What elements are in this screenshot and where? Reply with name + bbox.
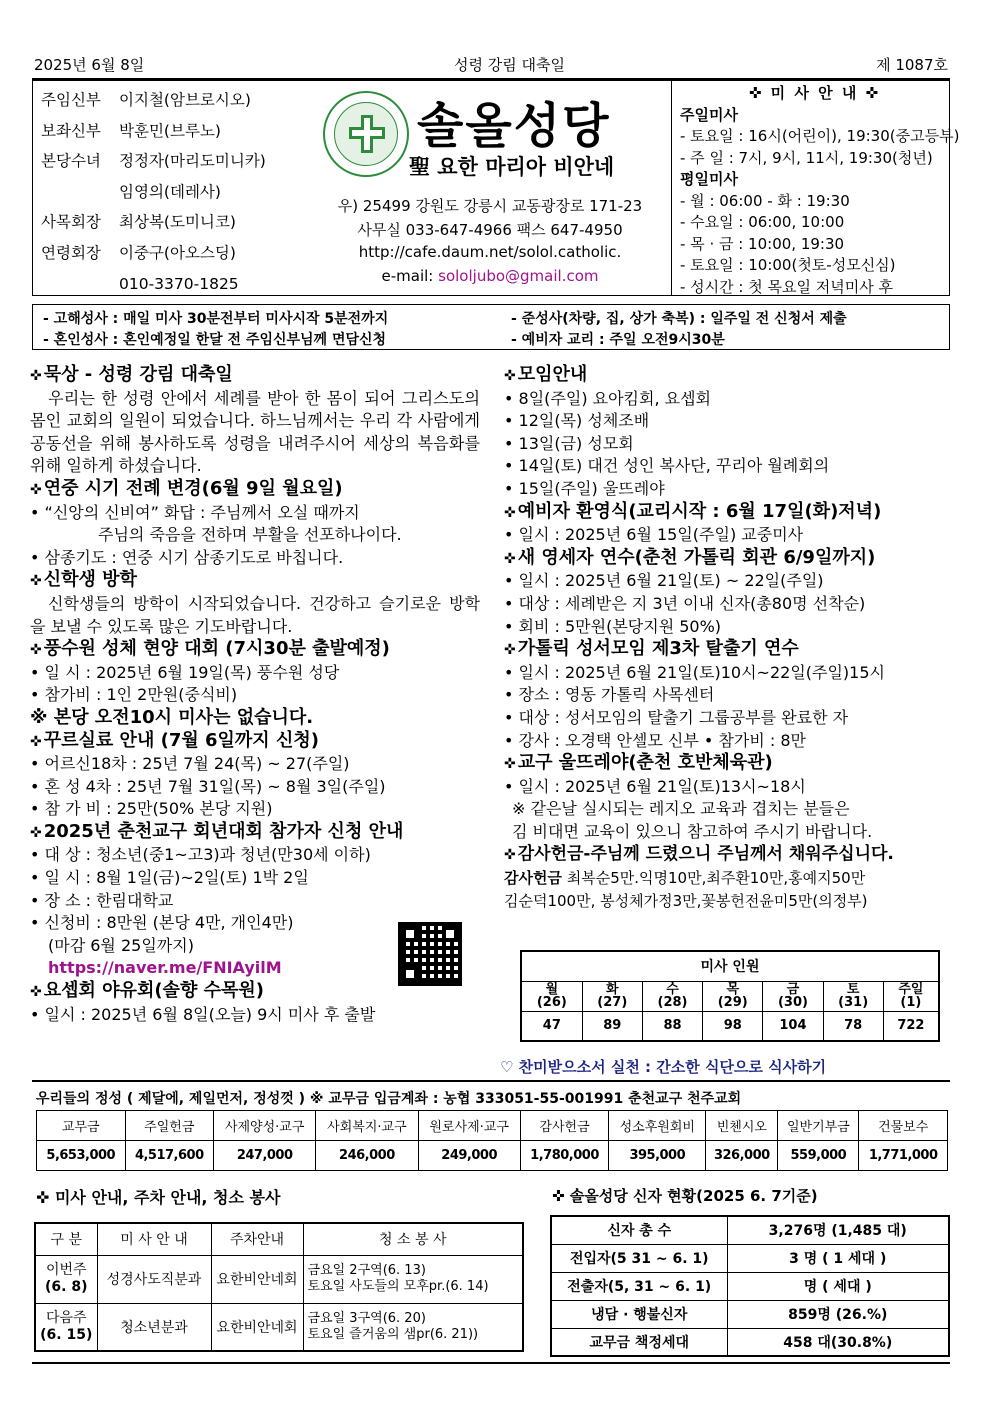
stat-value: 명 ( 세대 ) bbox=[727, 1272, 949, 1300]
section-title: ✜ 감사헌금-주님께 드렸으니 주님께서 채워주십니다. bbox=[504, 844, 894, 865]
top-line bbox=[32, 50, 950, 80]
finance-value: 1,780,000 bbox=[520, 1141, 609, 1171]
bullet-cross-icon: ✜ bbox=[30, 642, 42, 659]
mass-line: 주일미사 bbox=[680, 105, 738, 124]
bullet-cross-icon: ✜ bbox=[30, 733, 42, 750]
text-line: • 대 상 : 청소년(중1~고3)과 청년(만30세 이하) bbox=[30, 845, 371, 865]
duty-date: (6. 15) bbox=[40, 1326, 93, 1343]
mass-guide bbox=[671, 81, 960, 296]
text-line: • 일시 : 2025년 6월 21일(토) ~ 22일(주일) bbox=[504, 571, 824, 591]
finance-header: 일반기부금 bbox=[778, 1111, 859, 1141]
duty-cleaning: 토요일 사도들의 모후pr.(6. 14) bbox=[307, 1279, 489, 1294]
bullet-cross-icon: ✜ bbox=[30, 984, 42, 1001]
text-line: • 일시 : 2025년 6월 21일(토)13시~18시 bbox=[504, 776, 806, 796]
attendance-value: 722 bbox=[883, 1011, 939, 1041]
duty-date: (6. 8) bbox=[45, 1279, 88, 1295]
mass-guide-header: ✜ 미 사 안 내 ✜ bbox=[748, 84, 881, 102]
finance-table bbox=[36, 1110, 948, 1171]
sacraments-box bbox=[32, 304, 950, 350]
section-title: ✜ 신학생 방학 bbox=[30, 569, 137, 591]
duty-row bbox=[35, 1303, 523, 1351]
finance-value: 559,000 bbox=[778, 1141, 859, 1171]
section-title: ✜ 가톨릭 성서모임 제3차 탈출기 연수 bbox=[504, 638, 799, 660]
section-title: ✜ 2025년 춘천교구 회년대회 참가자 신청 안내 bbox=[30, 820, 404, 842]
text-line: • 참가비 : 1인 2만원(중식비) bbox=[30, 685, 238, 705]
attendance-day: 금 (30) bbox=[763, 981, 823, 1011]
text-line: • 강사 : 오경택 안셀모 신부 • 참가비 : 8만 bbox=[504, 730, 806, 750]
duty-cleaning: 금요일 2구역(6. 13) bbox=[307, 1263, 426, 1278]
bullet-cross-icon: ✜ bbox=[504, 368, 516, 384]
attendance-value: 47 bbox=[521, 1011, 582, 1041]
stat-label: 전출자(5, 31 ~ 6. 1) bbox=[551, 1272, 727, 1300]
list-item: • 8일(주일) 요아킴회, 요셉회 bbox=[504, 388, 712, 408]
stat-label: 전입자(5 31 ~ 6. 1) bbox=[551, 1244, 727, 1272]
mass-line: - 주 일 : 7시, 9시, 11시, 19:30(청년) bbox=[680, 148, 933, 167]
slogan: ♡ 찬미받으소서 실천 : 간소한 식단으로 식사하기 bbox=[500, 1058, 827, 1076]
duty-table bbox=[34, 1222, 524, 1352]
list-item: • 14일(토) 대건 성인 복사단, 꾸리아 월례회의 bbox=[504, 456, 830, 476]
text-line: 김 비대면 교육이 있으니 참고하여 주시기 바랍니다. bbox=[512, 821, 873, 841]
stat-value: 3,276명 (1,485 대) bbox=[727, 1216, 949, 1244]
mass-line: - 성시간 : 첫 목요일 저녁미사 후 bbox=[680, 277, 893, 296]
church-patron: 聖 요한 마리아 비안네 bbox=[409, 155, 615, 179]
attendance-day: 월 (26) bbox=[521, 981, 582, 1011]
finance-header: 건물보수 bbox=[859, 1111, 948, 1141]
church-address: 우) 25499 강원도 강릉시 교동광장로 171-23 bbox=[337, 197, 643, 215]
bullet-cross-icon: ✜ bbox=[504, 550, 516, 567]
finance-value: 249,000 bbox=[418, 1141, 520, 1171]
registration-link[interactable]: https://naver.me/FNIAyilM bbox=[48, 958, 282, 978]
attendance-value: 89 bbox=[582, 1011, 642, 1041]
duty-header: 청 소 봉 사 bbox=[303, 1223, 523, 1255]
text-line: • 혼 성 4차 : 25년 7월 31일(목) ~ 8월 3일(주일) bbox=[30, 776, 386, 796]
stat-value: 458 대(30.8%) bbox=[727, 1328, 949, 1356]
duty-parking: 요한비안네회 bbox=[211, 1303, 303, 1351]
staff-row: 주임신부 이지철(암브로시오) bbox=[41, 91, 251, 109]
meditation-text: 우리는 한 성령 안에서 세례를 받아 한 몸이 되어 그리스도의 몸인 교회의 일원이 되었습니다. 하느님께서는 우리 각 사람에게 공동선을 위해 봉사하도록 성령을 내려주시어 세상의 복음화를 위해 일하게 하셨습니다. bbox=[30, 388, 480, 476]
attendance-day: 주일 (1) bbox=[883, 981, 939, 1011]
finance-header: 원로사제·교구 bbox=[418, 1111, 520, 1141]
section-title: ✜ 교구 울뜨레야(춘천 호반체육관) bbox=[504, 752, 773, 774]
marriage-info: - 혼인성사 : 혼인예정일 한달 전 주임신부님께 면담신청 bbox=[43, 332, 387, 348]
staff-row: 보좌신부 박훈민(브루노) bbox=[41, 121, 221, 140]
staff-row: 연령회장 이중구(아오스딩) bbox=[41, 243, 236, 262]
section-title: ✜ 요셉회 야유회(솔향 수목원) bbox=[30, 980, 264, 1002]
duty-cleaning: 금요일 3구역(6. 20) bbox=[307, 1310, 426, 1326]
bullet-cross-icon: ✜ bbox=[30, 481, 42, 498]
bullet-cross-icon: ✜ bbox=[504, 847, 516, 864]
catechumen-info: - 예비자 교리 : 주일 오전9시30분 bbox=[511, 332, 725, 348]
duty-row bbox=[35, 1255, 523, 1303]
text-line: • 어르신18차 : 25년 7월 24(목) ~ 27(주일) bbox=[30, 754, 350, 774]
church-website[interactable]: http://cafe.daum.net/solol.catholic. bbox=[358, 243, 622, 261]
thanks-offering-line: 감사헌금 최복순5만.익명10만,최주환10만,홍예지50만 bbox=[504, 869, 866, 888]
stat-value: 859명 (26.%) bbox=[727, 1300, 949, 1328]
confession-info: - 고해성사 : 매일 미사 30분전부터 미사시작 5분전까지 bbox=[43, 311, 389, 327]
text-line: • 신청비 : 8만원 (본당 4만, 개인4만) bbox=[30, 913, 294, 933]
duty-header: 주차안내 bbox=[211, 1223, 303, 1255]
stat-value: 3 명 ( 1 세대 ) bbox=[727, 1244, 949, 1272]
blessing-info: - 준성사(차량, 집, 상가 축복) : 일주일 전 신청서 제출 bbox=[511, 311, 847, 327]
mass-line: - 월 : 06:00 - 화 : 19:30 bbox=[680, 191, 850, 210]
duty-title: ✜ 미사 안내, 주차 안내, 청소 봉사 bbox=[36, 1188, 281, 1207]
finance-value: 5,653,000 bbox=[37, 1141, 126, 1171]
bullet-cross-icon: ✜ bbox=[30, 573, 42, 590]
text-line: ※ 같은날 실시되는 레지오 교육과 겹치는 분들은 bbox=[512, 799, 850, 819]
attendance-table bbox=[520, 950, 940, 1042]
attendance-title: 미사 인원 bbox=[521, 951, 939, 981]
text-line: • 삼종기도 : 연중 시기 삼종기도로 바칩니다. bbox=[30, 547, 344, 567]
duty-mass: 성경사도직분과 bbox=[97, 1255, 211, 1303]
finance-header: 사제양성·교구 bbox=[214, 1111, 316, 1141]
mass-line: 평일미사 bbox=[680, 170, 738, 188]
finance-value: 247,000 bbox=[214, 1141, 316, 1171]
stat-label: 신자 총 수 bbox=[551, 1216, 727, 1244]
staff-list bbox=[41, 85, 311, 299]
text-line: • 장소 : 영동 가톨릭 사목센터 bbox=[504, 685, 715, 705]
duty-header: 미 사 안 내 bbox=[97, 1223, 211, 1255]
finance-header: 교무금 bbox=[37, 1111, 126, 1141]
stat-label: 교무금 책정세대 bbox=[551, 1328, 727, 1356]
finance-header: 빈첸시오 bbox=[706, 1111, 778, 1141]
finance-value: 4,517,600 bbox=[125, 1141, 214, 1171]
thanks-offering-line: 김순덕100만, 봉성체가정3만,꽃봉헌전윤미5만(의정부) bbox=[504, 891, 868, 910]
list-item: • 15일(주일) 울뜨레야 bbox=[504, 478, 665, 498]
finance-header: 주일헌금 bbox=[125, 1111, 214, 1141]
finance-value: 246,000 bbox=[316, 1141, 418, 1171]
duty-cleaning: 토요일 즐거움의 샘pr(6. 21)) bbox=[307, 1326, 479, 1342]
feast-title: 성령 강림 대축일 bbox=[454, 56, 565, 74]
text-line: • 일 시 : 8월 1일(금)~2일(토) 1박 2일 bbox=[30, 868, 309, 888]
church-logo bbox=[323, 91, 409, 177]
finance-value: 395,000 bbox=[609, 1141, 706, 1171]
bullet-cross-icon: ✜ bbox=[504, 756, 516, 773]
section-title: ✜ 모임안내 bbox=[504, 364, 588, 385]
mass-line: - 수요일 : 06:00, 10:00 bbox=[680, 213, 845, 231]
section-title: ✜ 예비자 환영식(교리시작 : 6월 17일(화)저녁) bbox=[504, 500, 882, 522]
section-title: ✜ 연중 시기 전례 변경(6월 9일 월요일) bbox=[30, 477, 343, 499]
mass-line: - 토요일 : 16시(어린이), 19:30(중고등부) bbox=[680, 127, 960, 145]
section-title: ✜ 새 영세자 연수(춘천 가톨릭 회관 6/9일까지) bbox=[504, 546, 876, 568]
staff-row: 본당수녀 정정자(마리도미니카) bbox=[41, 152, 266, 171]
finance-value: 326,000 bbox=[706, 1141, 778, 1171]
right-column bbox=[504, 364, 944, 912]
text-line: • 대상 : 성서모임의 탈출기 그룹공부를 완료한 자 bbox=[504, 707, 849, 727]
bullet-cross-icon: ✜ bbox=[504, 504, 516, 521]
attendance-value: 104 bbox=[763, 1011, 823, 1041]
finance-title: 우리들의 정성 ( 제달에, 제일먼저, 정성껏 ) ※ 교무금 입금계좌 : 농협 333051-55-001991 춘천교구 천주교회 bbox=[36, 1091, 742, 1107]
church-email-row: e-mail: sololjubo@gmail.com bbox=[381, 267, 599, 285]
seminarian-text: 신학생들의 방학이 시작되었습니다. 건강하고 슬기로운 방학을 보낼 수 있도록 많은 기도바랍니다. bbox=[30, 593, 480, 636]
divider bbox=[32, 1080, 950, 1082]
bottom-divider bbox=[32, 1362, 950, 1364]
text-line: • 일시 : 2025년 6월 15일(주일) 교중미사 bbox=[504, 525, 804, 545]
qr-code[interactable] bbox=[398, 922, 462, 986]
duty-week: 이번주 bbox=[45, 1262, 87, 1278]
mass-line: - 목 · 금 : 10:00, 19:30 bbox=[680, 234, 845, 253]
mass-line: - 토요일 : 10:00(첫토-성모신심) bbox=[680, 256, 896, 274]
staff-row: 임영의(데레사) bbox=[119, 182, 221, 201]
header-frame bbox=[32, 80, 960, 296]
duty-parking: 요한비안네회 bbox=[211, 1255, 303, 1303]
church-info bbox=[309, 81, 671, 295]
list-item: • 13일(금) 성모회 bbox=[504, 433, 634, 453]
bullet-cross-icon: ✜ bbox=[30, 824, 42, 841]
attendance-day: 목 (29) bbox=[703, 981, 763, 1011]
attendance-day: 화 (27) bbox=[582, 981, 642, 1011]
stat-label: 냉담 · 행불신자 bbox=[551, 1300, 727, 1328]
section-title: ✜ 풍수원 성체 현양 대회 (7시30분 출발예정) bbox=[30, 638, 390, 660]
text-line: • 장 소 : 한림대학교 bbox=[30, 890, 174, 910]
attendance-value: 98 bbox=[703, 1011, 763, 1041]
attendance-value: 78 bbox=[823, 1011, 883, 1041]
text-line: • “신앙의 신비여” 화답 : 주님께서 오실 때까지 bbox=[30, 502, 360, 522]
text-line: (마감 6월 25일까지) bbox=[48, 935, 194, 955]
stats-table bbox=[550, 1215, 950, 1357]
text-line: • 참 가 비 : 25만(50% 본당 지원) bbox=[30, 799, 273, 819]
text-line: • 일시 : 2025년 6월 21일(토)10시~22일(주일)15시 bbox=[504, 662, 885, 682]
section-title: ✜ 묵상 - 성령 강림 대축일 bbox=[30, 364, 233, 385]
bullet-cross-icon: ✜ bbox=[30, 368, 42, 384]
notice-line: ※ 본당 오전10시 미사는 없습니다. bbox=[30, 706, 314, 728]
staff-row: 010-3370-1825 bbox=[119, 274, 239, 293]
finance-value: 1,771,000 bbox=[859, 1141, 948, 1171]
attendance-day: 토 (31) bbox=[823, 981, 883, 1011]
issue-number: 제 1087호 bbox=[876, 56, 948, 74]
attendance-day: 수 (28) bbox=[642, 981, 702, 1011]
bulletin-date: 2025년 6월 8일 bbox=[34, 56, 145, 74]
duty-header: 구 분 bbox=[35, 1223, 97, 1255]
cross-icon bbox=[347, 113, 387, 155]
list-item: • 12일(목) 성체조배 bbox=[504, 411, 650, 431]
text-line: • 일 시 : 2025년 6월 19일(목) 풍수원 성당 bbox=[30, 662, 340, 682]
stats-title: ✜ 솔올성당 신자 현황(2025 6. 7기준) bbox=[552, 1187, 818, 1205]
church-name: 솔올성당 bbox=[417, 98, 611, 154]
bullet-cross-icon: ✜ bbox=[504, 642, 516, 659]
text-line: 주님의 죽음을 전하며 부활을 선포하나이다. bbox=[98, 525, 402, 545]
finance-header: 감사헌금 bbox=[520, 1111, 609, 1141]
duty-mass: 청소년분과 bbox=[97, 1303, 211, 1351]
text-line: • 일시 : 2025년 6월 8일(오늘) 9시 미사 후 출발 bbox=[30, 1004, 376, 1024]
text-line: • 회비 : 5만원(본당지원 50%) bbox=[504, 616, 722, 636]
church-phone: 사무실 033-647-4966 팩스 647-4950 bbox=[357, 221, 623, 239]
text-line: • 대상 : 세례받은 지 3년 이내 신자(총80명 선착순) bbox=[504, 593, 866, 613]
section-title: ✜ 꾸르실료 안내 (7월 6일까지 신청) bbox=[30, 729, 319, 751]
attendance-value: 88 bbox=[642, 1011, 702, 1041]
finance-header: 성소후원회비 bbox=[609, 1111, 706, 1141]
staff-row: 사목회장 최상복(도미니코) bbox=[41, 213, 236, 232]
duty-week: 다음주 bbox=[45, 1309, 87, 1326]
finance-header: 사회복지·교구 bbox=[316, 1111, 418, 1141]
church-email[interactable]: sololjubo@gmail.com bbox=[438, 267, 599, 285]
